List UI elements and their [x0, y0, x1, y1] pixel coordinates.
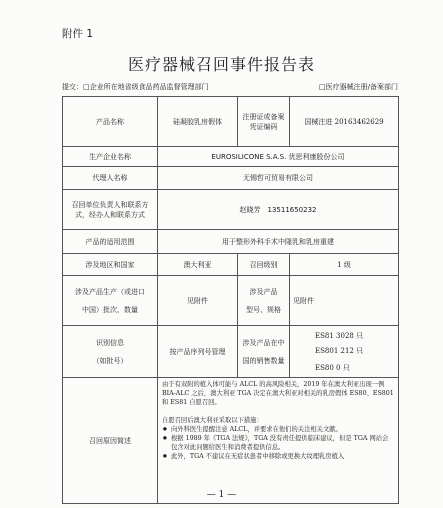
- sales-line-es80: ES80 0 只: [315, 363, 350, 372]
- sales-line-es801: ES801 212 只: [315, 346, 364, 355]
- page-number: — 1 —: [206, 490, 237, 500]
- batch-label-line-2: 中国）批次、数量: [82, 305, 138, 314]
- recall-level-label: 召回级别: [238, 254, 290, 276]
- brief-label: 召回原因简述: [63, 378, 158, 504]
- product-name-value: 硅凝胶乳房假体: [158, 97, 238, 147]
- scope-value: 用于整形外科手术中隆乳和乳房重建: [158, 230, 399, 254]
- id-label-line-2: （如批号）: [92, 356, 128, 365]
- brief-paragraph-2: 自愿召回后澳大利亚采取以下措施：: [162, 416, 263, 424]
- sales-line-es81: ES81 3028 只: [315, 331, 364, 340]
- contact-value: 赵晓芳 13511650232: [158, 190, 399, 230]
- reg-cert-label: [238, 97, 290, 147]
- attachment-label: 附件 1: [62, 28, 94, 40]
- submit-to-province-checkbox[interactable]: 提交：□企业所在地省级食品药品监督管理部门: [62, 83, 209, 91]
- brief-measure-item: ● 向外科医生提醒注意 ALCL，并要求在他们的关注相关文献。: [162, 425, 394, 434]
- scope-label: 产品的适用范围: [63, 230, 158, 254]
- model-value: 见附件: [290, 276, 399, 326]
- brief-paragraph-1: 由于有双附的植入体可能与 ALCL 的高风险相关，2019 年在澳大利亚出现一例 BIA-ALC 之后，澳大利亚 TGA 决定在澳大利亚对相关的乳房假体 ES80、ES801 和 ES81 自愿召回。: [162, 381, 394, 407]
- brief-content: [158, 378, 399, 504]
- id-label-line-1: 识别信息: [96, 338, 124, 347]
- manufacturer-label: 生产企业名称: [63, 147, 158, 167]
- reg-cert-label-line-2: 凭证编码: [249, 122, 278, 131]
- product-name-label: 产品名称: [63, 97, 158, 147]
- submit-to-registration-checkbox[interactable]: □医疗器械注册/备案部门: [319, 83, 398, 91]
- submit-to-row: [62, 82, 398, 92]
- model-label: [238, 276, 290, 326]
- agent-label: 代理人名称: [63, 167, 158, 190]
- contact-label: [63, 190, 158, 230]
- brief-measures-list: [162, 425, 394, 462]
- contact-label-line-1: 召回单位负责人和联系方: [71, 200, 149, 209]
- sales-values: [290, 326, 399, 378]
- brief-measure-item: ● 根据 1989 年《TGA 法规》，TGA 没有责任提供临床建议，但是 TGA 网站会包含对此问题给医生和消费者提供信息。: [162, 434, 394, 452]
- model-label-line-2: 型号、规格: [246, 305, 281, 314]
- reg-cert-value: 国械注进 20163462629: [290, 97, 399, 147]
- brief-measure-item: ● 此外，TGA 不建议在无症状患者中移除或更换大纹理乳房植入: [162, 452, 394, 461]
- region-label: 涉及地区和国家: [63, 254, 158, 276]
- model-label-line-1: 涉及产品: [249, 287, 278, 296]
- id-label: [63, 326, 158, 378]
- batch-value: 见附件: [158, 276, 238, 326]
- recall-report-table: [62, 96, 399, 504]
- manufacturer-value: EUROSILICONE S.A.S. 优思利康股份公司: [158, 147, 399, 167]
- region-value: 澳大利亚: [158, 254, 238, 276]
- contact-label-line-2: 式，经办人和联系方式: [75, 210, 145, 219]
- reg-cert-label-line-1: 注册证或备案: [242, 112, 285, 121]
- batch-label-line-1: 涉及产品生产（或进口: [75, 287, 145, 296]
- page-title: 医疗器械召回事件报告表: [127, 55, 315, 74]
- sales-label-line-2: 国的销售数量: [242, 356, 285, 365]
- recall-level-value: 1 级: [290, 254, 399, 276]
- batch-label: [63, 276, 158, 326]
- sales-label-line-1: 涉及产品在中: [242, 338, 285, 347]
- id-value: 按产品序列号管理: [158, 326, 238, 378]
- sales-label: [238, 326, 290, 378]
- agent-value: 无锡哲可贸易有限公司: [158, 167, 399, 190]
